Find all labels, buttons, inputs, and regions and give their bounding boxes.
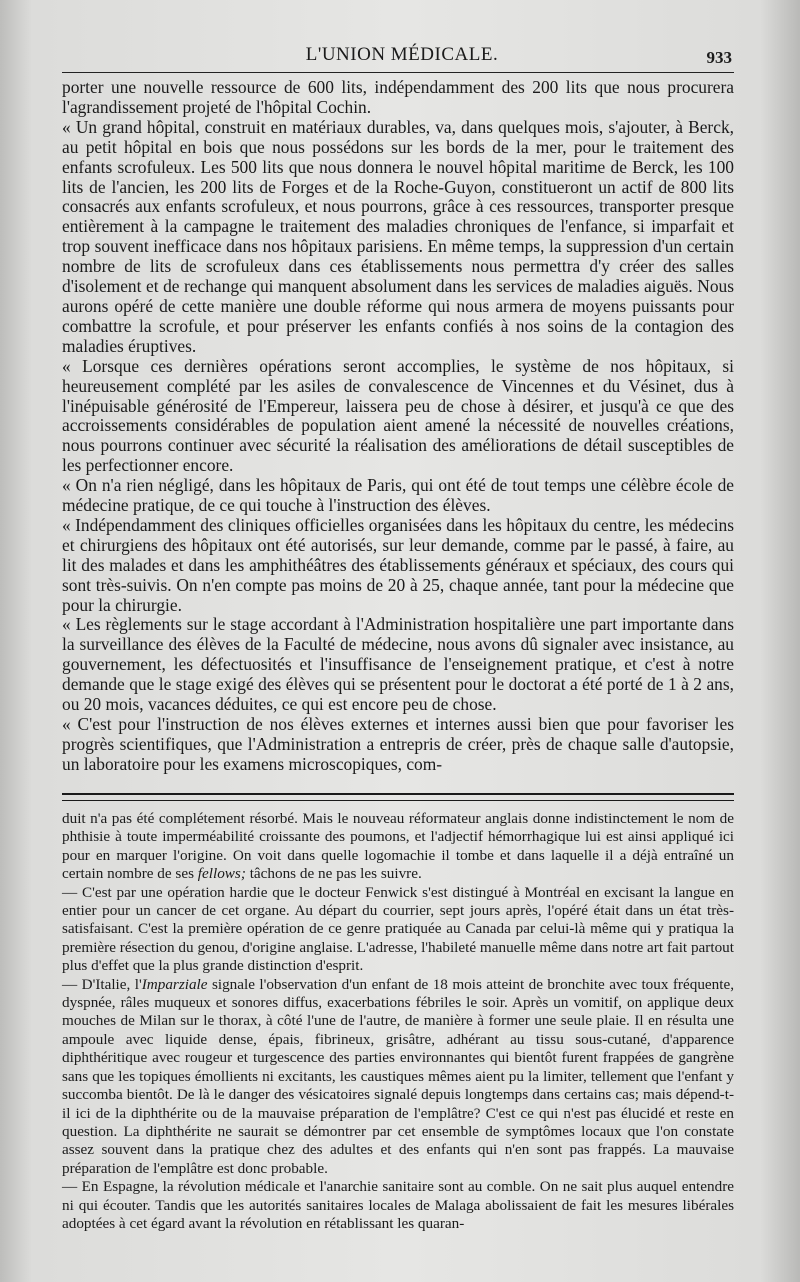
note-italic: Imparziale: [141, 975, 208, 993]
section-divider: [62, 793, 734, 801]
main-paragraph: « Les règlements sur le stage accordant à l'Administration hospitalière une part importante dans la surveillance des élèves de la Faculté de médecine, nous avons dû signaler avec insistance, au gouvernement, les défectuosités et l'insuffisance de l'enseignement pratique, et c'est à notre demande que le stage exigé des élèves qui se présentent pour le doctorat a été porté de 1 à 2 ans, ou 20 mois, vacances déduites, ce qui est encore peu de chose.: [62, 614, 734, 715]
main-paragraph: « Lorsque ces dernières opérations seront accomplies, le système de nos hôpitaux, si heureusement complété par les asiles de convalescence de Vincennes et du Vésinet, dus à l'inépuisable générosité de l'Empereur, laissera peu de chose à désirer, et jusqu'à ce que des accroissements considérables de population aient amené la nécessité de nouvelles créations, nous pourrons continuer avec sécurité la réalisation des améliorations de détail susceptibles de les perfectionner encore.: [62, 355, 734, 476]
note-paragraph: [62, 810, 734, 884]
main-paragraph: « On n'a rien négligé, dans les hôpitaux de Paris, qui ont été de tout temps une célèbre école de médecine pratique, de ce qui touche à l'instruction des élèves.: [62, 475, 734, 516]
note-text: duit n'a pas été complétement résorbé. Mais le nouveau réformateur anglais donne indistinctement le nom de phthisie à toute imperméabilité croissante des poumons, et l'adjectif hémorrhagique lui est ainsi appliqué ici pour en marquer l'origine. On voit dans quelle logomachie il tombe et dans laquelle il a déjà entraîné un certain nombre de ses: [62, 810, 734, 883]
main-paragraph: « C'est pour l'instruction de nos élèves externes et internes aussi bien que pour favoriser les progrès scientifiques, que l'Administration a entrepris de créer, près de chaque salle d'autopsie, un laboratoire pour les examens microscopiques, com-: [62, 714, 734, 774]
note-paragraph: — En Espagne, la révolution médicale et l'anarchie sanitaire sont au comble. On ne sait plus auquel entendre ni qui écouter. Tandis que les autorités sanitaires locales de Malaga abolissaient de fait les mesures libérales adoptées à cet égard avant la révolution en rétablissant les quaran-: [62, 1178, 734, 1232]
main-paragraph: « Indépendamment des cliniques officielles organisées dans les hôpitaux du centre, les médecins et chirurgiens des hôpitaux ont été autorisés, sur leur demande, comme par le passé, à faire, au lit des malades et dans les amphithéâtres des établissements généraux et spéciaux, des cours qui sont très-suivis. On n'en compte pas moins de 20 à 25, chaque année, tant pour la médecine que pour la chirurgie.: [62, 514, 734, 615]
main-paragraph: porter une nouvelle ressource de 600 lits, indépendamment des 200 lits que nous procurera l'agrandissement projeté de l'hôpital Cochin.: [62, 77, 734, 117]
main-text: [62, 78, 734, 775]
header-rule: [62, 72, 734, 73]
page-header: [62, 40, 742, 70]
note-paragraph: — C'est par une opération hardie que le docteur Fenwick s'est distingué à Montréal en excisant la langue en entier pour un cancer de cet organe. Au départ du courrier, sept jours après, l'opéré était dans un état très-satisfaisant. C'est la première opération de ce genre pratiquée au Canada par celui-là même qui y pratiqua la première résection du genou, d'origine anglaise. L'adresse, l'habileté manuelle même dans notre art fait partout plus d'effet que la plus grande distinction d'esprit.: [62, 883, 734, 975]
journal-title: L'UNION MÉDICALE.: [305, 44, 499, 65]
note-paragraph: [62, 976, 734, 1178]
page-number: 933: [706, 48, 732, 67]
note-text: signale l'observation d'un enfant de 18 mois atteint de bronchite avec toux fréquente, dyspnée, râles muqueux et sonores diffus, exacerbations fébriles le soir. Après un vomitif, on applique deux mouches de Milan sur le thorax, à côté l'une de l'autre, de manière à former une seule plaie. Il en résulta une ampoule avec liquide dense, épais, fibrineux, grisâtre, adhérant au tissu sous-cutané, d'apparence diphthéritique avec rougeur et turgescence des parties environnantes qui bientôt furent frappées de gangrène sans que les topiques émollients ni excitants, les caustiques mêmes aient pu la limiter, tellement que l'enfant y succomba bientôt. De là le danger des vésicatoires signalé depuis longtemps dans certains cas; mais dépend-t-il ici de la diphthérite ou de la mauvaise préparation de l'emplâtre? C'est ce qui n'est pas élucidé et reste en question. La diphthérite ne saurait se démontrer par cet ensemble de symptômes locaux que l'on constate assez souvent dans la pratique chez des adultes et des enfants qui n'en sont pas frappés. La mauvaise préparation de l'emplâtre est donc probable.: [62, 975, 735, 1177]
chronicle-notes: [62, 810, 734, 1233]
note-text: tâchons de ne pas les suivre.: [245, 865, 422, 883]
note-text: — D'Italie, l': [62, 975, 142, 993]
note-italic: fellows;: [197, 865, 246, 883]
main-paragraph: « Un grand hôpital, construit en matériaux durables, va, dans quelques mois, s'ajouter, à Berck, au petit hôpital en bois que nous possédons sur les bords de la mer, pour le traitement des enfants scrofuleux. Les 500 lits que nous donnera le nouvel hôpital maritime de Berck, les 100 lits de l'ancien, les 200 lits de Forges et de la Roche-Guyon, constitueront un actif de 800 lits consacrés aux enfants scrofuleux, et nous pourrons, grâce à ces ressources, transporter presque entièrement à la campagne le traitement des maladies chroniques de l'enfance, si imparfait et trop souvent inefficace dans nos hôpitaux parisiens. En même temps, la suppression d'un certain nombre de lits de scrofuleux dans ces établissements nous permettra d'y créer des salles d'isolement et de rechange qui manquent absolument dans les services de maladies aiguës. Nous aurons opéré de cette manière une double réforme qui nous armera de moyens puissants pour combattre la scrofule, et pour préserver les enfants confiés à nos soins de la contagion des maladies éruptives.: [62, 116, 734, 356]
